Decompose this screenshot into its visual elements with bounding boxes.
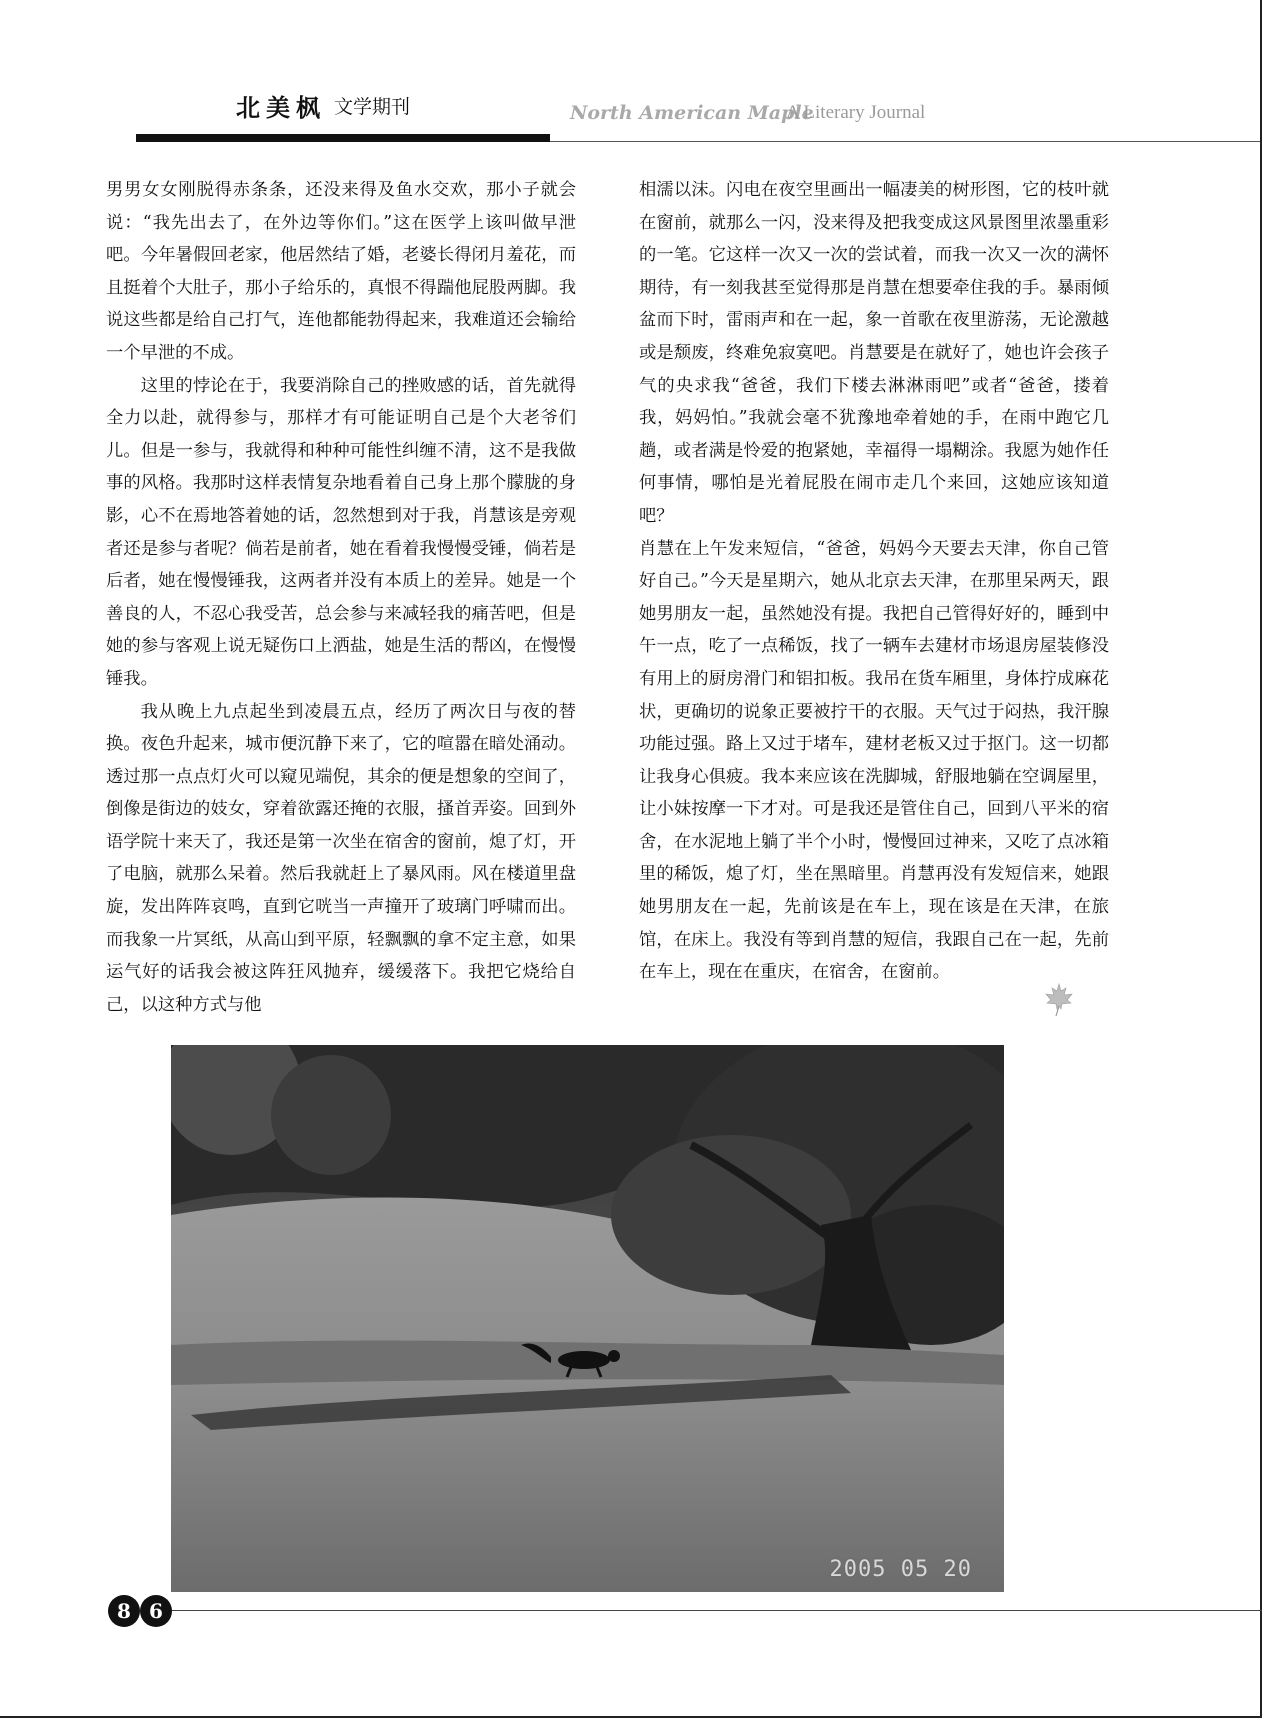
paragraph: 我从晚上九点起坐到凌晨五点，经历了两次日与夜的替换。夜色升起来，城市便沉静下来了，它的喧嚣在暗处涌动。透过那一点点灯火可以窥见端倪，其余的便是想象的空间了，倒像是街边的妓女，穿着欲露还掩的衣服，搔首弄姿。回到外语学院十来天了，我还是第一次坐在宿舍的窗前，熄了灯，开了电脑，就那么呆着。然后我就赶上了暴风雨。风在楼道里盘旋，发出阵阵哀鸣，直到它咣当一声撞开了玻璃门呼啸而出。而我象一片冥纸，从高山到平原，轻飘飘的拿不定主意，如果运气好的话我会被这阵狂风抛弃，缓缓落下。我把它烧给自己，以这种方式与他 (106, 701, 576, 1015)
page-number (108, 1595, 172, 1627)
photo-date-stamp: 2005 05 20 (829, 1557, 972, 1582)
paragraph: 这里的悖论在于，我要消除自己的挫败感的话，首先就得全力以赴，就得参与，那样才有可能证明自己是个大老爷们儿。但是一参与，我就得和种种可能性纠缠不清，这不是我做事的风格。我那时这样表情复杂地看着自己身上那个朦胧的身影，心不在焉地答着她的话，忽然想到对于我，肖慧该是旁观者还是参与者呢？倘若是前者，她在看着我慢慢受锤，倘若是后者，她在慢慢锤我，这两者并没有本质上的差异。她是一个善良的人，不忍心我受苦，总会参与来减轻我的痛苦吧，但是她的参与客观上说无疑伤口上洒盐，她是生活的帮凶，在慢慢锤我。 (106, 375, 576, 689)
journal-subtitle-en: A Literary Journal (786, 102, 926, 123)
right-column (639, 174, 1109, 989)
maple-leaf-icon (1044, 982, 1074, 1018)
paragraph: 相濡以沫。闪电在夜空里画出一幅凄美的树形图，它的枝叶就在窗前，就那么一闪，没来得及把我变成这风景图里浓墨重彩的一笔。它这样一次又一次的尝试着，而我一次又一次的满怀期待，有一刻我甚至觉得那是肖慧在想要牵住我的手。暴雨倾盆而下时，雷雨声和在一起，象一首歌在夜里游荡，无论激越或是颓废，终难免寂寞吧。肖慧要是在就好了，她也许会孩子气的央求我“爸爸，我们下楼去淋淋雨吧”或者“爸爸，搂着我，妈妈怕。”我就会毫不犹豫地牵着她的手，在雨中跑它几趟，或者满是怜爱的抱紧她，幸福得一塌糊涂。我愿为她作任何事情，哪怕是光着屁股在闹市走几个来回，这她应该知道吧？ (639, 180, 1109, 526)
page-number-digit: 6 (140, 1595, 172, 1627)
journal-title-cn: 北美枫 (236, 93, 326, 122)
journal-title-en: North American Maple (570, 102, 814, 124)
journal-subtitle-cn: 文学期刊 (334, 96, 411, 118)
paragraph: 肖慧在上午发来短信，“爸爸，妈妈今天要去天津，你自己管好自己。”今天是星期六，她从北京去天津，在那里呆两天，跟她男朋友一起，虽然她没有提。我把自己管得好好的，睡到中午一点，吃了一点稀饭，找了一辆车去建材市场退房屋装修没有用上的厨房滑门和铝扣板。我吊在货车厢里，身体拧成麻花状，更确切的说象正要被拧干的衣服。天气过于闷热，我汗腺功能过强。路上又过于堵车，建材老板又过于抠门。这一切都让我身心俱疲。我本来应该在洗脚城，舒服地躺在空调屋里，让小妹按摩一下才对。可是我还是管住自己，回到八平米的宿舍，在水泥地上躺了半个小时，慢慢回过神来，又吃了点冰箱里的稀饭，熄了灯，坐在黑暗里。肖慧再没有发短信来，她跟她男朋友在一起，先前该是在车上，现在该是在天津，在旅馆，在床上。我没有等到肖慧的短信，我跟自己在一起，先前在车上，现在在重庆，在宿舍，在窗前。 (639, 538, 1109, 983)
header-thick-rule (136, 134, 550, 142)
left-column (106, 174, 576, 1021)
footer-rule (172, 1610, 1262, 1611)
squirrel-park-photo (171, 1045, 1004, 1592)
header-thin-rule (550, 141, 1260, 142)
photo-scene (171, 1045, 1004, 1592)
page-number-digit: 8 (108, 1595, 140, 1627)
paragraph: 男男女女刚脱得赤条条，还没来得及鱼水交欢，那小子就会说：“我先出去了，在外边等你们。”这在医学上该叫做早泄吧。今年暑假回老家，他居然结了婚，老婆长得闭月羞花，而且挺着个大肚子，那小子给乐的，真恨不得踹他屁股两脚。我说这些都是给自己打气，连他都能勃得起来，我难道还会输给一个早泄的不成。 (106, 180, 576, 363)
